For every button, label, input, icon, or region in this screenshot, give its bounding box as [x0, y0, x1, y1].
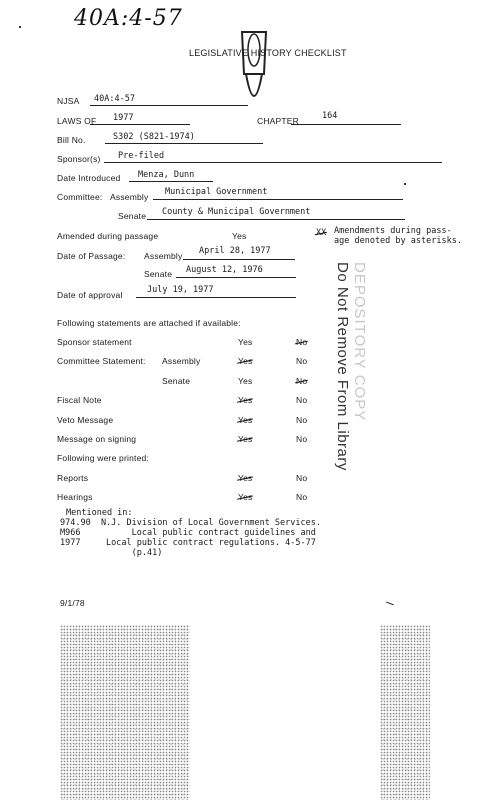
scan-noise-left	[60, 625, 190, 800]
passage-senate-label: Senate	[144, 269, 173, 279]
committee-statement-senate-no: No	[296, 376, 308, 386]
committee-senate-value: County & Municipal Government	[162, 207, 311, 217]
reports-no: No	[296, 473, 308, 483]
message-signing-label: Message on signing	[57, 434, 137, 444]
hearings-no: No	[296, 492, 308, 502]
amendments-note-line-1: Amendments during pass-	[334, 226, 452, 236]
date-of-passage-label: Date of Passage:	[57, 251, 126, 261]
sponsor-statement-no: No	[296, 337, 308, 347]
amendments-note-line-2: age denoted by asterisks.	[334, 236, 462, 246]
message-signing-no: No	[296, 434, 308, 444]
page-title: LEGISLATIVE HISTORY CHECKLIST	[189, 48, 347, 58]
printed-heading: Following were printed:	[57, 453, 150, 463]
fiscal-note-yes: Yes	[238, 395, 253, 405]
footer-date: 9/1/78	[60, 598, 85, 608]
committee-senate-label: Senate	[118, 211, 147, 221]
passage-senate-value: August 12, 1976	[186, 265, 263, 275]
handwritten-statute-number: 40A:4-57	[74, 6, 183, 31]
fiscal-note-no: No	[296, 395, 308, 405]
date-introduced-value: Menza, Dunn	[138, 170, 195, 180]
committee-statement-senate-yes: Yes	[238, 376, 253, 386]
njsa-value: 40A:4-57	[94, 94, 135, 104]
committee-label: Committee:	[57, 192, 103, 202]
sponsors-label: Sponsor(s)	[57, 154, 101, 164]
reports-label: Reports	[57, 473, 89, 483]
speck	[19, 26, 21, 28]
veto-message-yes: Yes	[238, 415, 253, 425]
mentioned-line-4: (p.41)	[60, 548, 163, 558]
njsa-label: NJSA	[57, 96, 80, 106]
chapter-label: CHAPTER	[257, 116, 300, 126]
committee-statement-assembly-label: Assembly	[162, 356, 201, 366]
amendments-mark: XX	[316, 228, 327, 238]
committee-assembly-label: Assembly	[110, 192, 149, 202]
mentioned-line-3: 1977 Local public contract regulations. 4-5-77	[60, 538, 316, 548]
mentioned-heading: Mentioned in:	[66, 508, 133, 518]
amended-value: Yes	[232, 231, 247, 241]
mentioned-line-2: M966 Local public contract guidelines and	[60, 528, 316, 538]
hearings-label: Hearings	[57, 492, 93, 502]
committee-statement-assembly-no: No	[296, 356, 308, 366]
committee-statement-assembly-yes: Yes	[238, 356, 253, 366]
date-introduced-label: Date Introduced	[57, 173, 121, 183]
reports-yes: Yes	[238, 473, 253, 483]
sponsors-value: Pre-filed	[118, 151, 165, 161]
committee-statement-label: Committee Statement:	[57, 356, 146, 366]
laws-of-value: 1977	[113, 113, 134, 123]
stamp-line-2: Do Not Remove From Library	[334, 262, 351, 471]
date-of-approval-label: Date of approval	[57, 290, 123, 300]
chapter-value: 164	[322, 111, 338, 121]
message-signing-yes: Yes	[238, 434, 253, 444]
committee-statement-senate-label: Senate	[162, 376, 191, 386]
hearings-yes: Yes	[238, 492, 253, 502]
bill-no-value: S302 (S821-1974)	[113, 132, 195, 142]
bill-no-label: Bill No.	[57, 135, 86, 145]
mentioned-line-1: 974.90 N.J. Division of Local Government Services.	[60, 518, 321, 528]
sponsor-statement-label: Sponsor statement	[57, 337, 132, 347]
veto-message-no: No	[296, 415, 308, 425]
scan-noise-right	[380, 625, 430, 800]
depository-stamp	[334, 262, 368, 492]
statements-heading: Following statements are attached if available:	[57, 318, 241, 328]
fiscal-note-label: Fiscal Note	[57, 395, 102, 405]
stamp-line-1: DEPOSITORY COPY	[351, 262, 368, 422]
laws-of-label: LAWS OF	[57, 116, 97, 126]
sponsor-statement-yes: Yes	[238, 337, 253, 347]
passage-assembly-value: April 28, 1977	[199, 246, 271, 256]
speck	[404, 183, 406, 185]
speck	[386, 602, 394, 606]
date-of-approval-value: July 19, 1977	[147, 285, 214, 295]
amended-label: Amended during passage	[57, 231, 159, 241]
veto-message-label: Veto Message	[57, 415, 114, 425]
committee-assembly-value: Municipal Government	[165, 187, 268, 197]
passage-assembly-label: Assembly	[144, 251, 183, 261]
